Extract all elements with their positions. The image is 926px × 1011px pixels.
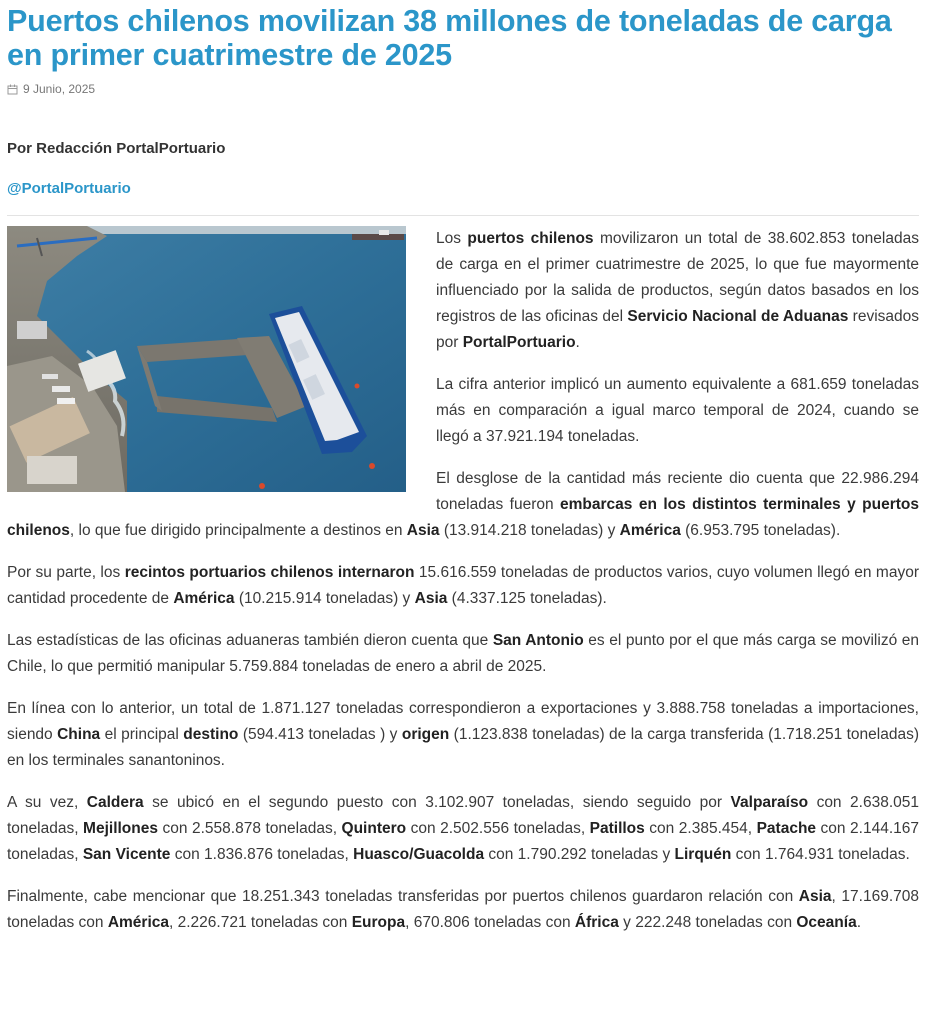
publish-date: 9 Junio, 2025 [23, 82, 96, 96]
paragraph-text: En línea con lo anterior, un total de 1.871.127 toneladas correspondieron a exportaciones y 3.888.758 toneladas a importaciones, siendo [7, 700, 919, 743]
paragraph-text: A su vez, [7, 794, 87, 811]
paragraph-text: 15.616.559 toneladas de productos varios, cuyo volumen llegó en mayor cantidad procedente de [7, 564, 919, 607]
paragraph-text: , 670.806 toneladas con [405, 914, 575, 931]
article-meta [7, 82, 919, 96]
paragraph-text: . [575, 334, 580, 351]
bold-text: San Antonio [492, 632, 584, 649]
bold-text: Patache [756, 820, 817, 837]
paragraph-text: el principal [100, 726, 184, 743]
bold-text: embarcas en los distintos terminales y puertos chilenos [7, 496, 919, 539]
paragraph-text: (1.123.838 toneladas) de la carga transferida (1.718.251 toneladas) en los terminales sanantoninos. [7, 726, 920, 769]
paragraph-text: , lo que fue dirigido principalmente a destinos en [69, 522, 407, 539]
article-byline: Por Redacción PortalPortuario [7, 140, 226, 157]
paragraph-text: con 2.385.454, [644, 820, 757, 837]
bold-text: Europa [351, 914, 406, 931]
paragraph-text: con 1.764.931 toneladas. [731, 846, 910, 863]
article-body [7, 226, 919, 936]
twitter-handle-link[interactable]: @PortalPortuario [7, 180, 131, 197]
article-paragraph [7, 628, 919, 680]
bold-text: San Vicente [82, 846, 171, 863]
calendar-icon [7, 84, 18, 95]
paragraph-text: Los [436, 230, 468, 247]
bold-text: América [619, 522, 681, 539]
bold-text: Servicio Nacional de Aduanas [627, 308, 849, 325]
paragraph-text: con 2.502.556 toneladas, [406, 820, 590, 837]
paragraph-text: . [856, 914, 861, 931]
paragraph-text: es el punto por el que más carga se movilizó en Chile, lo que permitió manipular 5.759.884 toneladas de enero a abril de 2025. [7, 632, 919, 675]
article-paragraph [7, 696, 919, 774]
bold-text: África [574, 914, 619, 931]
paragraph-text: Las estadísticas de las oficinas aduaneras también dieron cuenta que [7, 632, 493, 649]
paragraph-text: revisados por [436, 308, 920, 351]
paragraph-text: se ubicó en el segundo puesto con 3.102.907 toneladas, siendo seguido por [143, 794, 731, 811]
paragraph-text: con 1.790.292 toneladas y [484, 846, 675, 863]
bold-text: América [107, 914, 170, 931]
paragraph-text: (594.413 toneladas ) y [238, 726, 402, 743]
paragraph-text: con 1.836.876 toneladas, [170, 846, 354, 863]
paragraph-text: , 2.226.721 toneladas con [169, 914, 352, 931]
bold-text: América [173, 590, 235, 607]
bold-text: Lirquén [674, 846, 732, 863]
paragraph-text: , 17.169.708 toneladas con [7, 888, 919, 931]
bold-text: recintos portuarios chilenos internaron [124, 564, 415, 581]
divider [7, 215, 919, 216]
paragraph-text: La cifra anterior implicó un aumento equivalente a 681.659 toneladas más en comparación a igual marco temporal de 2024, cuando se llegó a 37.921.194 toneladas. [436, 376, 919, 445]
paragraph-text: con 2.638.051 toneladas, [7, 794, 919, 837]
paragraph-text: El desglose de la cantidad más reciente dio cuenta que 22.986.294 toneladas fueron [436, 470, 919, 513]
bold-text: Huasco/Guacolda [353, 846, 485, 863]
article-container [0, 4, 926, 936]
bold-text: Oceanía [796, 914, 857, 931]
bold-text: origen [401, 726, 450, 743]
bold-text: destino [183, 726, 239, 743]
paragraph-text: y 222.248 toneladas con [618, 914, 797, 931]
bold-text: Mejillones [83, 820, 158, 837]
bold-text: Asia [798, 888, 832, 905]
paragraph-text: (4.337.125 toneladas). [447, 590, 607, 607]
bold-text: Quintero [341, 820, 407, 837]
article-paragraph [7, 790, 919, 868]
paragraph-text: Por su parte, los [7, 564, 125, 581]
bold-text: puertos chilenos [467, 230, 594, 247]
port-aerial-photo [7, 226, 406, 492]
paragraph-text: (10.215.914 toneladas) y [234, 590, 415, 607]
paragraph-text: movilizaron un total de 38.602.853 toneladas de carga en el primer cuatrimestre de 2025, lo que fue mayormente influenciado por la salida de productos, según datos basados en los registros de las oficinas del [436, 230, 919, 325]
paragraph-text: con 2.558.878 toneladas, [157, 820, 342, 837]
article-paragraph [7, 560, 919, 612]
bold-text: Asia [406, 522, 440, 539]
paragraph-text: (6.953.795 toneladas). [680, 522, 841, 539]
bold-text: PortalPortuario [462, 334, 576, 351]
article-title: Puertos chilenos movilizan 38 millones de toneladas de carga en primer cuatrimestre de 2025 [7, 4, 892, 72]
paragraph-text: Finalmente, cabe mencionar que 18.251.343 toneladas transferidas por puertos chilenos guardaron relación con [7, 888, 799, 905]
bold-text: Valparaíso [730, 794, 809, 811]
bold-text: Patillos [589, 820, 645, 837]
bold-text: Asia [414, 590, 448, 607]
paragraph-text: (13.914.218 toneladas) y [439, 522, 620, 539]
article-paragraph [7, 884, 919, 936]
bold-text: China [57, 726, 101, 743]
bold-text: Caldera [86, 794, 144, 811]
paragraph-text: con 2.144.167 toneladas, [7, 820, 920, 863]
